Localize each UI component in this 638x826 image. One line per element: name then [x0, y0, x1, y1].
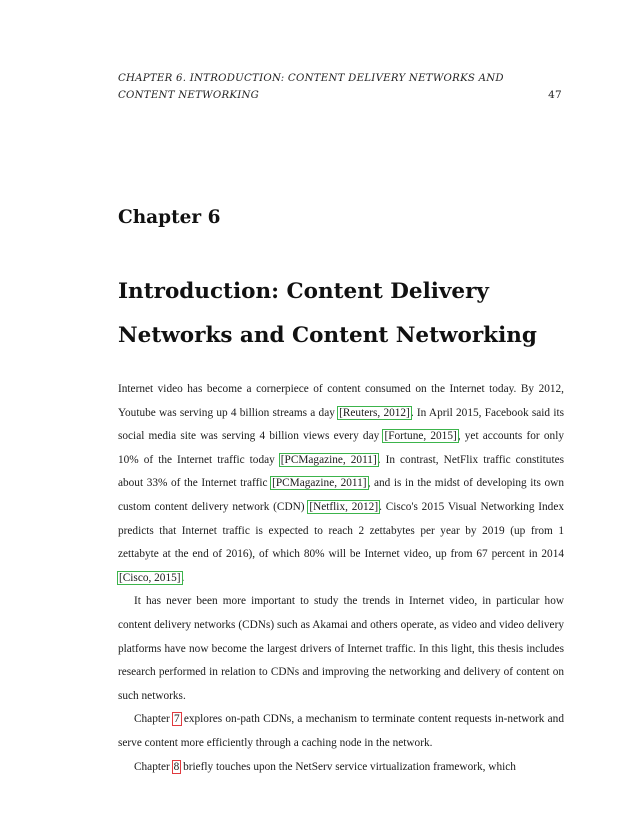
body-text [118, 378, 564, 779]
text-run: . Cisco's 2015 Visual Networking Index predicts that Internet traffic is expected to reach 2 zettabytes per year by 2019 (up from 1 zettabyte at the end of 2016), of which 80% will be Internet video, up from 67 percent in 2014 [118, 500, 564, 561]
text-run: . [181, 571, 185, 584]
text-run: briefly touches upon the NetServ service virtualization framework, which [180, 760, 516, 773]
text-run: explores on-path CDNs, a mechanism to terminate content requests in-network and serve content more efficiently through a caching node in the network. [118, 713, 564, 749]
chapter-title-line-2: Networks and Content Networking [118, 323, 537, 348]
paragraph-2: It has never been more important to study the trends in Internet video, in particular how content delivery networks (CDNs) such as Akamai and others operate, as video and video delivery platforms have now become the largest drivers of Internet traffic. In this light, this thesis includes research performed in relation to CDNs and improving the networking and delivery of content on such networks. [118, 595, 564, 702]
chapter-ref-link[interactable]: 8 [173, 760, 180, 773]
paragraph-1 [118, 378, 564, 590]
header-line-2: CONTENT NETWORKING [118, 90, 260, 101]
citation-link[interactable]: [PCMagazine, 2011] [272, 477, 367, 490]
text-run: Chapter [134, 713, 173, 726]
citation-link[interactable]: [Reuters, 2012] [339, 406, 410, 419]
text-run: , yet accounts for only 10% of the Internet traffic today [118, 430, 564, 466]
chapter-title-line-1: Introduction: Content Delivery [118, 279, 489, 304]
chapter-label: Chapter 6 [118, 207, 221, 228]
paragraph-3 [118, 708, 564, 755]
citation-link[interactable]: [Fortune, 2015] [384, 430, 457, 443]
citation-link[interactable]: [PCMagazine, 2011] [280, 453, 377, 466]
citation-link[interactable]: [Cisco, 2015] [119, 571, 181, 584]
text-run: Internet video has become a cornerpiece of content consumed on the Internet today. By 2012, Youtube was serving up 4 billion streams a day [118, 383, 564, 419]
text-run: Chapter [134, 760, 173, 773]
paragraph-4 [118, 756, 564, 780]
header-line-1: CHAPTER 6. INTRODUCTION: CONTENT DELIVERY NETWORKS AND [118, 73, 504, 84]
running-header [118, 70, 562, 104]
text-run: . In April 2015, Facebook said its social media site was serving 4 billion views every day [118, 406, 564, 443]
chapter-title [118, 270, 568, 358]
page-number: 47 [548, 89, 562, 101]
chapter-ref-link[interactable]: 7 [173, 713, 180, 726]
text-run: , and is in the midst of developing its own custom content delivery network (CDN) [118, 477, 564, 513]
citation-link[interactable]: [Netflix, 2012] [309, 500, 379, 513]
text-run: . In contrast, NetFlix traffic constitutes about 33% of the Internet traffic [118, 453, 564, 490]
